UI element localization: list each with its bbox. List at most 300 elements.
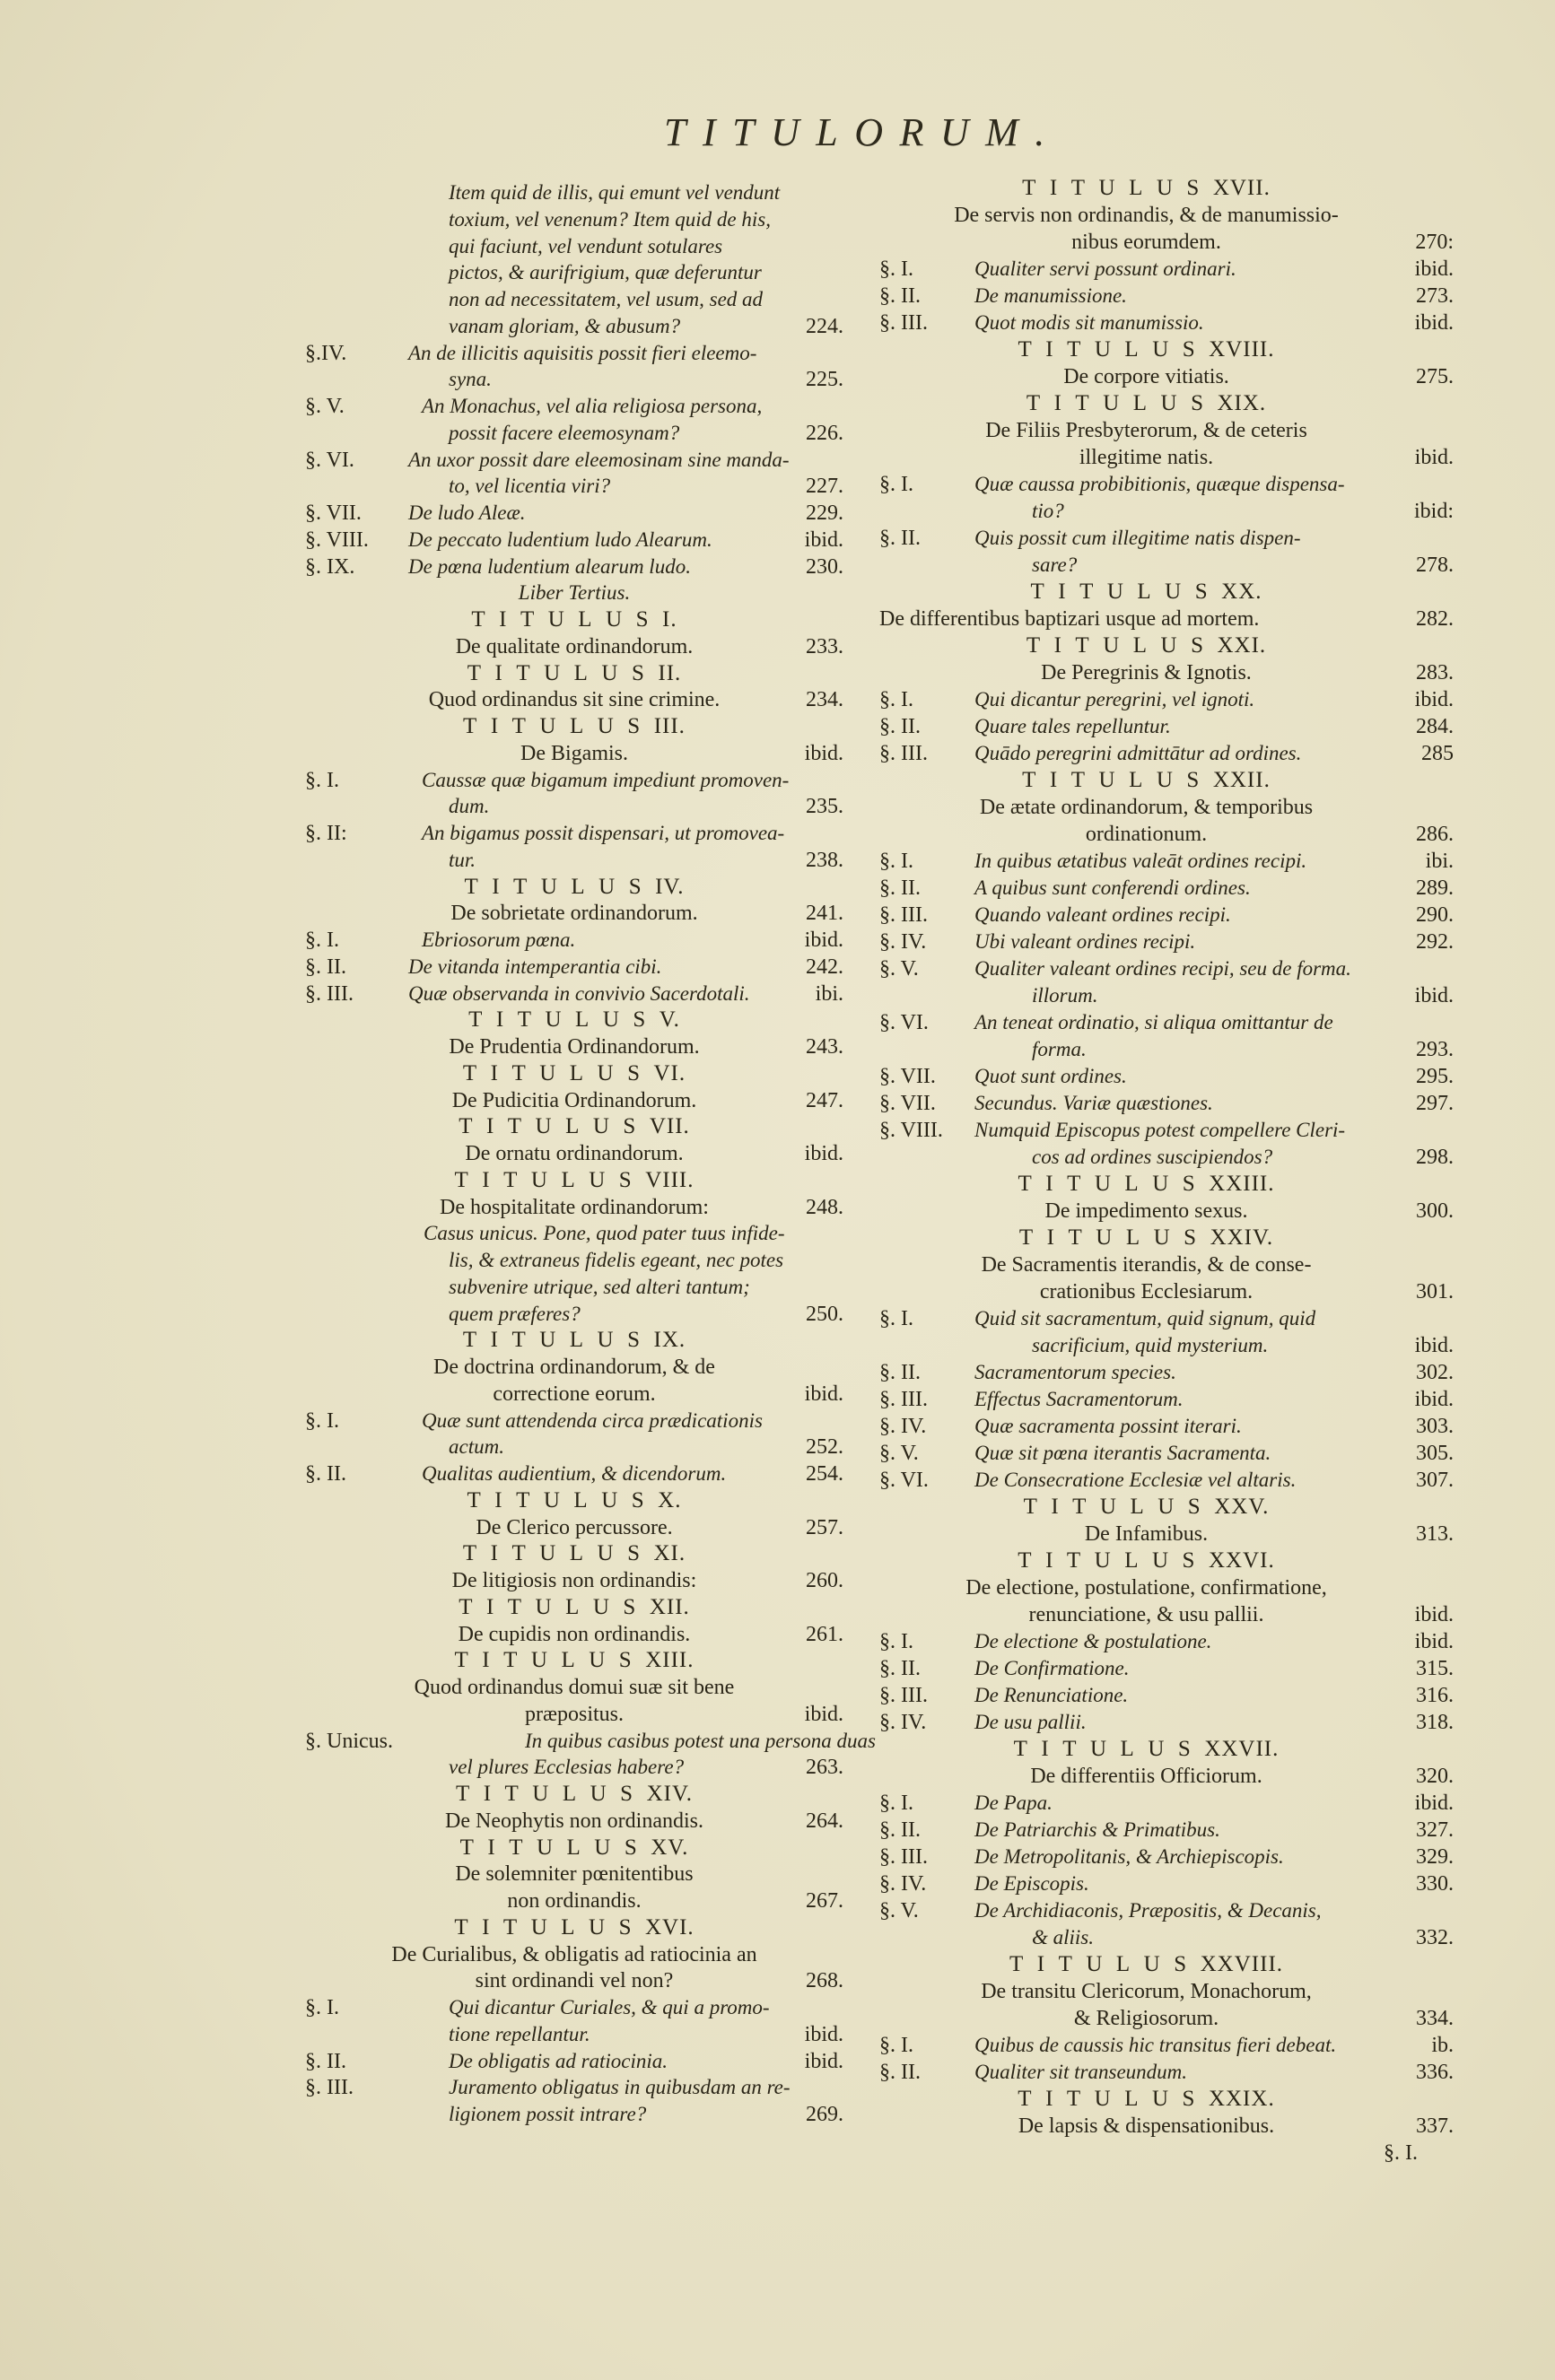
index-entry <box>305 1408 843 1434</box>
entry-text: De Papa. <box>974 1792 1053 1814</box>
heading-word: TITULUS <box>1023 1495 1215 1519</box>
heading-word: TITULUS <box>455 1782 647 1806</box>
titulus-subject <box>305 1887 843 1914</box>
subject-text: De hospitalitate ordinandorum: <box>440 1195 709 1219</box>
section-mark: §. VIII. <box>305 527 369 552</box>
titulus-subject <box>879 1574 1454 1601</box>
section-mark: §. III. <box>879 1845 928 1869</box>
heading-number: XXVIII. <box>1200 1952 1284 1976</box>
page-number: 303. <box>1416 1415 1454 1438</box>
page-number: 235. <box>806 795 843 819</box>
subject-text: De sobrietate ordinandorum. <box>450 902 698 926</box>
titulus-subject <box>305 1194 843 1221</box>
heading-number: XVIII. <box>1209 337 1275 362</box>
entry-text: Qui dicantur Curiales, & qui a promo- <box>449 1996 770 2018</box>
index-line <box>305 2021 843 2048</box>
entry-continuation: tio? <box>1032 500 1064 522</box>
subject-text: ordinationum. <box>1085 823 1208 846</box>
heading-text <box>305 1540 843 1567</box>
heading-number: XI. <box>653 1541 686 1566</box>
index-entry <box>879 1359 1454 1386</box>
index-entry <box>305 927 843 954</box>
section-mark: §. II. <box>879 527 921 550</box>
page-number: 332. <box>1416 1926 1454 1949</box>
index-line <box>305 847 843 874</box>
page-number: 278. <box>1416 554 1454 577</box>
index-line <box>879 1144 1454 1171</box>
page-number: 263. <box>806 1756 843 1780</box>
page-number: ibid. <box>1414 1792 1454 1815</box>
index-entry <box>879 2059 1454 2086</box>
entry-text: Numquid Episcopus potest compellere Cleri- <box>974 1119 1346 1141</box>
page-number: 267. <box>806 1889 843 1913</box>
titulus-subject <box>879 1278 1454 1305</box>
heading-number: XXIII. <box>1209 1172 1275 1196</box>
index-entry <box>879 1870 1454 1897</box>
entry-text: De ludo Aleæ. <box>408 501 526 524</box>
page-number: 225. <box>806 368 843 392</box>
subject-text: De impedimento sexus. <box>1044 1199 1248 1223</box>
index-entry <box>305 2048 843 2075</box>
heading-number: X. <box>658 1487 682 1513</box>
titulus-subject <box>305 1087 843 1114</box>
entry-text: De Renunciatione. <box>974 1684 1129 1706</box>
heading-text <box>305 1781 843 1808</box>
index-entry <box>305 447 843 474</box>
page-number: ibid. <box>1414 1334 1454 1357</box>
page-number: 289. <box>1416 876 1454 900</box>
titulus-subject <box>305 1621 843 1648</box>
titulus-subject <box>879 1601 1454 1628</box>
titulus-subject <box>879 1978 1454 2005</box>
heading-text <box>305 1113 843 1140</box>
titulus-heading <box>305 1060 843 1087</box>
entry-text: Ebriosorum pœna. <box>422 928 576 951</box>
entry-continuation: Item quid de illis, qui emunt vel vendunt <box>449 181 781 204</box>
entry-continuation: tur. <box>449 848 476 871</box>
page-number: ibid. <box>1414 311 1454 335</box>
page-number: 300. <box>1416 1199 1454 1223</box>
heading-text <box>305 1167 843 1194</box>
section-mark: §. II. <box>305 2049 346 2073</box>
heading-number: XVII. <box>1212 176 1271 200</box>
page-number: 230. <box>806 554 843 579</box>
entry-text: De Archidiaconis, Præpositis, & Decanis, <box>974 1899 1322 1922</box>
page-number: 247. <box>806 1088 843 1112</box>
heading-text <box>879 767 1413 794</box>
page-number: 226. <box>806 421 843 445</box>
index-entry <box>305 981 843 1007</box>
entry-text: Quis possit cum illegitime natis dispen- <box>974 527 1301 549</box>
heading-word: TITULUS <box>459 1835 651 1860</box>
section-mark: §. IX. <box>305 554 355 579</box>
titulus-heading <box>879 1951 1454 1978</box>
section-mark: §. I. <box>305 1996 339 2019</box>
section-mark: §.IV. <box>305 341 347 365</box>
index-entry <box>879 2032 1454 2059</box>
entry-text: Quæ sacramenta possint iterari. <box>974 1415 1242 1437</box>
page-number: 302. <box>1416 1361 1454 1384</box>
heading-text <box>879 1951 1413 1978</box>
titulus-heading <box>879 1494 1454 1521</box>
section-mark: §. VI. <box>305 448 354 472</box>
entry-continuation: vel plures Ecclesias habere? <box>449 1756 685 1779</box>
page-number: 307. <box>1416 1469 1454 1492</box>
heading-text <box>879 390 1413 417</box>
page-number: 327. <box>1416 1818 1454 1842</box>
heading-number: XXVII. <box>1204 1737 1280 1761</box>
entry-text: De Confirmatione. <box>974 1657 1130 1679</box>
heading-text <box>305 1594 843 1621</box>
index-line <box>305 473 843 500</box>
heading-word: TITULUS <box>467 660 659 685</box>
index-line <box>305 793 843 820</box>
subject-text: De cupidis non ordinandis. <box>458 1622 691 1646</box>
entry-text: Quæ sunt attendenda circa prædicationis <box>422 1408 763 1432</box>
page-number: 301. <box>1416 1280 1454 1303</box>
titulus-heading <box>305 1540 843 1567</box>
heading-word: TITULUS <box>463 714 654 738</box>
subject-text: De Pudicitia Ordinandorum. <box>451 1088 697 1112</box>
section-mark: §. I. <box>305 768 339 792</box>
section-mark: §. VIII. <box>879 1119 943 1142</box>
section-mark: §. V. <box>879 1442 919 1465</box>
entry-text: A quibus sunt conferendi ordines. <box>974 876 1251 899</box>
index-entry <box>879 1063 1454 1090</box>
page-number: 290. <box>1416 903 1454 927</box>
page-number: ibid. <box>1414 1603 1454 1626</box>
titulus-subject <box>879 444 1454 471</box>
index-entry <box>305 820 843 847</box>
entry-text: In quibus ætatibus valeāt ordines recipi. <box>974 850 1307 872</box>
index-entry <box>305 340 843 367</box>
page-number: ibid. <box>804 1142 843 1165</box>
entry-text: Ubi valeant ordines recipi. <box>974 930 1196 953</box>
page-number: 295. <box>1416 1065 1454 1088</box>
page-number: 257. <box>806 1515 843 1539</box>
section-mark: §. III. <box>879 903 928 927</box>
index-entry <box>879 902 1454 928</box>
entry-continuation: cos ad ordines suscipiendos? <box>1032 1146 1273 1168</box>
titulus-subject <box>305 1381 843 1408</box>
index-line <box>305 286 843 313</box>
heading-text <box>305 1835 843 1861</box>
page-number: ib. <box>1431 2034 1454 2057</box>
section-mark: §. VII. <box>305 501 362 525</box>
heading-word: TITULUS <box>1022 176 1213 200</box>
titulus-subject <box>305 900 843 927</box>
index-entry <box>879 1790 1454 1817</box>
heading-text <box>879 1171 1413 1198</box>
heading-word: TITULUS <box>1022 768 1213 792</box>
index-line <box>305 1247 843 1274</box>
section-mark: §. I. <box>305 1408 339 1433</box>
titulus-subject <box>879 1251 1454 1278</box>
titulus-subject <box>305 1674 843 1701</box>
subject-text: De Neophytis non ordinandis. <box>445 1809 703 1833</box>
page-number: 248. <box>806 1195 843 1219</box>
book-label: Liber Tertius. <box>518 581 631 605</box>
subject-text: renunciatione, & usu pallii. <box>1028 1603 1264 1626</box>
titulus-heading <box>305 1835 843 1861</box>
entry-text: De Patriarchis & Primatibus. <box>974 1818 1220 1841</box>
section-mark: §. II. <box>879 1657 921 1680</box>
subject-text: De ornatu ordinandorum. <box>465 1142 684 1165</box>
page-number: 242. <box>806 955 843 979</box>
index-entry <box>879 928 1454 955</box>
entry-text: Qualiter servi possunt ordinari. <box>974 257 1236 280</box>
index-entry <box>879 309 1454 336</box>
titulus-subject <box>879 1521 1454 1547</box>
index-entry <box>305 1728 876 1755</box>
titulus-heading <box>305 1487 843 1514</box>
index-line <box>305 1274 843 1301</box>
heading-number: XXIV. <box>1210 1225 1274 1250</box>
page-number: 269. <box>806 2103 843 2126</box>
titulus-heading <box>879 632 1454 659</box>
subject-text: crationibus Ecclesiarum. <box>1039 1280 1254 1303</box>
section-mark: §. VII. <box>879 1065 936 1088</box>
entry-text: De vitanda intemperantia cibi. <box>408 955 662 978</box>
page-number: 234. <box>806 688 843 712</box>
titulus-subject <box>305 1967 843 1994</box>
section-mark: §. I. <box>879 688 913 711</box>
subject-text: De Sacramentis iterandis, & de conse- <box>981 1253 1312 1277</box>
index-entry <box>305 554 843 580</box>
subject-text: De doctrina ordinandorum, & de <box>433 1356 715 1379</box>
index-entry <box>879 1090 1454 1117</box>
heading-word: TITULUS <box>1030 580 1222 604</box>
heading-text <box>879 1547 1413 1574</box>
subject-text: De Prudentia Ordinandorum. <box>449 1035 700 1059</box>
heading-number: XX. <box>1221 580 1262 604</box>
page-number: 264. <box>806 1809 843 1833</box>
page-number: 270: <box>1415 231 1454 254</box>
heading-number: XV. <box>651 1835 689 1860</box>
section-mark: §. Unicus. <box>305 1729 393 1753</box>
index-entry <box>879 955 1454 982</box>
page-number: 316. <box>1416 1684 1454 1707</box>
titulus-heading <box>305 1647 843 1674</box>
section-mark: §. I. <box>879 1307 913 1330</box>
titulus-subject <box>879 363 1454 390</box>
entry-continuation: & aliis. <box>1032 1926 1095 1948</box>
page-number: ibid. <box>1414 446 1454 469</box>
titulus-heading <box>879 1171 1454 1198</box>
section-mark: §. I. <box>879 257 913 281</box>
titulus-subject <box>879 821 1454 848</box>
page-number: 254. <box>806 1462 843 1486</box>
titulus-heading <box>879 2086 1454 2113</box>
titulus-subject <box>305 1941 843 1968</box>
titulus-subject <box>879 659 1454 686</box>
titulus-heading <box>879 336 1454 363</box>
subject-text: sint ordinandi vel non? <box>475 1969 674 1993</box>
titulus-heading <box>305 713 843 740</box>
heading-word: TITULUS <box>462 1328 654 1353</box>
heading-number: XII. <box>649 1594 690 1619</box>
index-entry <box>879 713 1454 740</box>
page-number: 292. <box>1416 930 1454 954</box>
entry-text: De Metropolitanis, & Archiepiscopis. <box>974 1845 1284 1868</box>
section-mark: §. II. <box>305 955 346 979</box>
page-number: ibid. <box>804 2022 843 2046</box>
index-entry <box>305 1460 843 1487</box>
entry-continuation: sacrificium, quid mysterium. <box>1032 1334 1269 1356</box>
titulus-subject <box>305 1140 843 1167</box>
section-mark: §. I. <box>305 928 339 952</box>
subject-text: De corpore vitiatis. <box>1063 365 1229 388</box>
index-line <box>305 420 843 447</box>
entry-continuation: sare? <box>1032 554 1078 576</box>
heading-number: IX. <box>653 1328 686 1353</box>
section-mark: §. IV. <box>879 1711 927 1734</box>
index-entry <box>879 1413 1454 1440</box>
section-mark: §. II. <box>879 2061 921 2084</box>
index-line <box>305 2101 843 2128</box>
subject-text: De servis non ordinandis, & de manumissio- <box>954 204 1339 227</box>
subject-text: De electione, postulatione, confirmatione, <box>965 1576 1327 1600</box>
titulus-heading <box>305 1007 843 1033</box>
subject-text: De solemniter pœnitentibus <box>455 1862 694 1887</box>
entry-text: Quibus de caussis hic transitus fieri debeat. <box>974 2034 1337 2056</box>
index-entry <box>879 1305 1454 1332</box>
section-mark: §. IV. <box>879 930 927 954</box>
titulus-heading <box>879 175 1454 202</box>
heading-number: XIX. <box>1217 391 1267 415</box>
heading-text <box>305 606 843 633</box>
index-line <box>879 2140 1454 2166</box>
heading-number: VI. <box>653 1060 686 1085</box>
page-number: ibid. <box>804 928 843 952</box>
index-entry <box>879 1844 1454 1870</box>
heading-text <box>305 1487 843 1514</box>
titulus-heading <box>305 1113 843 1140</box>
titulus-subject <box>879 1763 1454 1790</box>
titulus-heading <box>879 579 1454 606</box>
heading-word: TITULUS <box>459 1114 650 1139</box>
entry-continuation: quem præferes? <box>449 1302 581 1325</box>
page-number: ibid. <box>1414 1388 1454 1411</box>
page-number: 315. <box>1416 1657 1454 1680</box>
entry-text: Quando valeant ordines recipi. <box>974 903 1231 926</box>
section-mark: §. II. <box>879 1818 921 1842</box>
subject-text: De Bigamis. <box>520 741 628 765</box>
heading-word: TITULUS <box>1026 391 1218 415</box>
section-mark: §. I. <box>879 473 913 496</box>
entry-text: Quæ observanda in convivio Sacerdotali. <box>408 981 750 1005</box>
page-number: 238. <box>806 848 843 872</box>
titulus-subject <box>879 2005 1454 2032</box>
page-number: 260. <box>806 1569 843 1592</box>
subject-text: De Clerico percussore. <box>476 1515 673 1539</box>
heading-text <box>305 1647 843 1674</box>
titulus-subject <box>879 606 1454 632</box>
index-line <box>879 552 1454 579</box>
titulus-subject <box>879 229 1454 256</box>
section-mark: §. III. <box>879 311 928 335</box>
index-entry <box>879 1386 1454 1413</box>
page-number: 268. <box>806 1969 843 1993</box>
section-mark: §. IV. <box>879 1415 927 1438</box>
page-number: 334. <box>1416 2007 1454 2030</box>
subject-text: De litigiosis non ordinandis: <box>451 1569 697 1592</box>
subject-text: Quod ordinandus sit sine crimine. <box>428 688 721 712</box>
section-mark: §. III. <box>305 2076 354 2100</box>
entry-continuation: actum. <box>449 1435 504 1459</box>
section-mark: §. IV. <box>879 1872 927 1896</box>
titulus-subject <box>305 1567 843 1594</box>
entry-text: Effectus Sacramentorum. <box>974 1388 1184 1410</box>
entry-continuation: ligionem possit intrare? <box>449 2103 647 2125</box>
heading-text <box>879 632 1413 659</box>
heading-word: TITULUS <box>1018 1225 1210 1250</box>
subject-text: De Infamibus. <box>1084 1522 1209 1546</box>
index-entry <box>879 256 1454 283</box>
entry-continuation: non ad necessitatem, vel usum, sed ad <box>449 288 764 310</box>
heading-text <box>879 1736 1413 1763</box>
entry-continuation: tione repellantur. <box>449 2022 590 2045</box>
index-entry <box>305 954 843 981</box>
page-number: ibid: <box>1413 500 1454 523</box>
entry-text: De manumissione. <box>974 284 1127 307</box>
page-number: 283. <box>1416 661 1454 684</box>
index-entry <box>879 1628 1454 1655</box>
subject-text: Quod ordinandus domui suæ sit bene <box>414 1676 735 1699</box>
index-entry <box>879 283 1454 309</box>
entry-continuation: possit facere eleemosynam? <box>449 421 680 444</box>
page-number: 337. <box>1416 2114 1454 2138</box>
heading-number: VII. <box>649 1114 690 1139</box>
index-line <box>305 313 843 340</box>
index-entry <box>305 393 843 420</box>
index-line <box>879 982 1454 1009</box>
page-number: §. I. <box>1384 2141 1418 2165</box>
entry-continuation: lis, & extraneus fidelis egeant, nec potes <box>449 1249 784 1271</box>
titulus-subject <box>879 1198 1454 1225</box>
entry-continuation: subvenire utrique, sed alteri tantum; <box>449 1275 750 1298</box>
index-entry <box>879 686 1454 713</box>
index-entry <box>879 1709 1454 1736</box>
page-number: 313. <box>1416 1522 1454 1546</box>
entry-text: De pœna ludentium alearum ludo. <box>408 554 691 578</box>
heading-word: TITULUS <box>459 1594 650 1619</box>
subject-text: De differentiis Officiorum. <box>1030 1765 1262 1788</box>
titulus-subject <box>305 1808 843 1835</box>
index-line <box>305 1301 843 1328</box>
titulus-heading <box>879 390 1454 417</box>
heading-number: XXII. <box>1212 768 1271 792</box>
entry-text: Qualitas audientium, & dicendorum. <box>422 1462 727 1485</box>
entry-text: De usu pallii. <box>974 1711 1087 1733</box>
index-line <box>879 1924 1454 1951</box>
titulus-heading <box>305 1594 843 1621</box>
subject-text: De lapsis & dispensationibus. <box>1018 2114 1275 2138</box>
index-entry <box>879 1467 1454 1494</box>
heading-number: III. <box>653 714 686 738</box>
page-number: 250. <box>806 1302 843 1326</box>
index-entry <box>879 1655 1454 1682</box>
page-number: 252. <box>806 1435 843 1460</box>
titulus-subject <box>879 2113 1454 2140</box>
titulus-subject <box>305 740 843 767</box>
index-entry <box>305 2074 843 2101</box>
entry-text: An Monachus, vel alia religiosa persona, <box>422 395 763 417</box>
page-number: 286. <box>1416 823 1454 846</box>
page-number: 329. <box>1416 1845 1454 1869</box>
titulus-heading <box>305 1781 843 1808</box>
entry-continuation: forma. <box>1032 1038 1087 1060</box>
